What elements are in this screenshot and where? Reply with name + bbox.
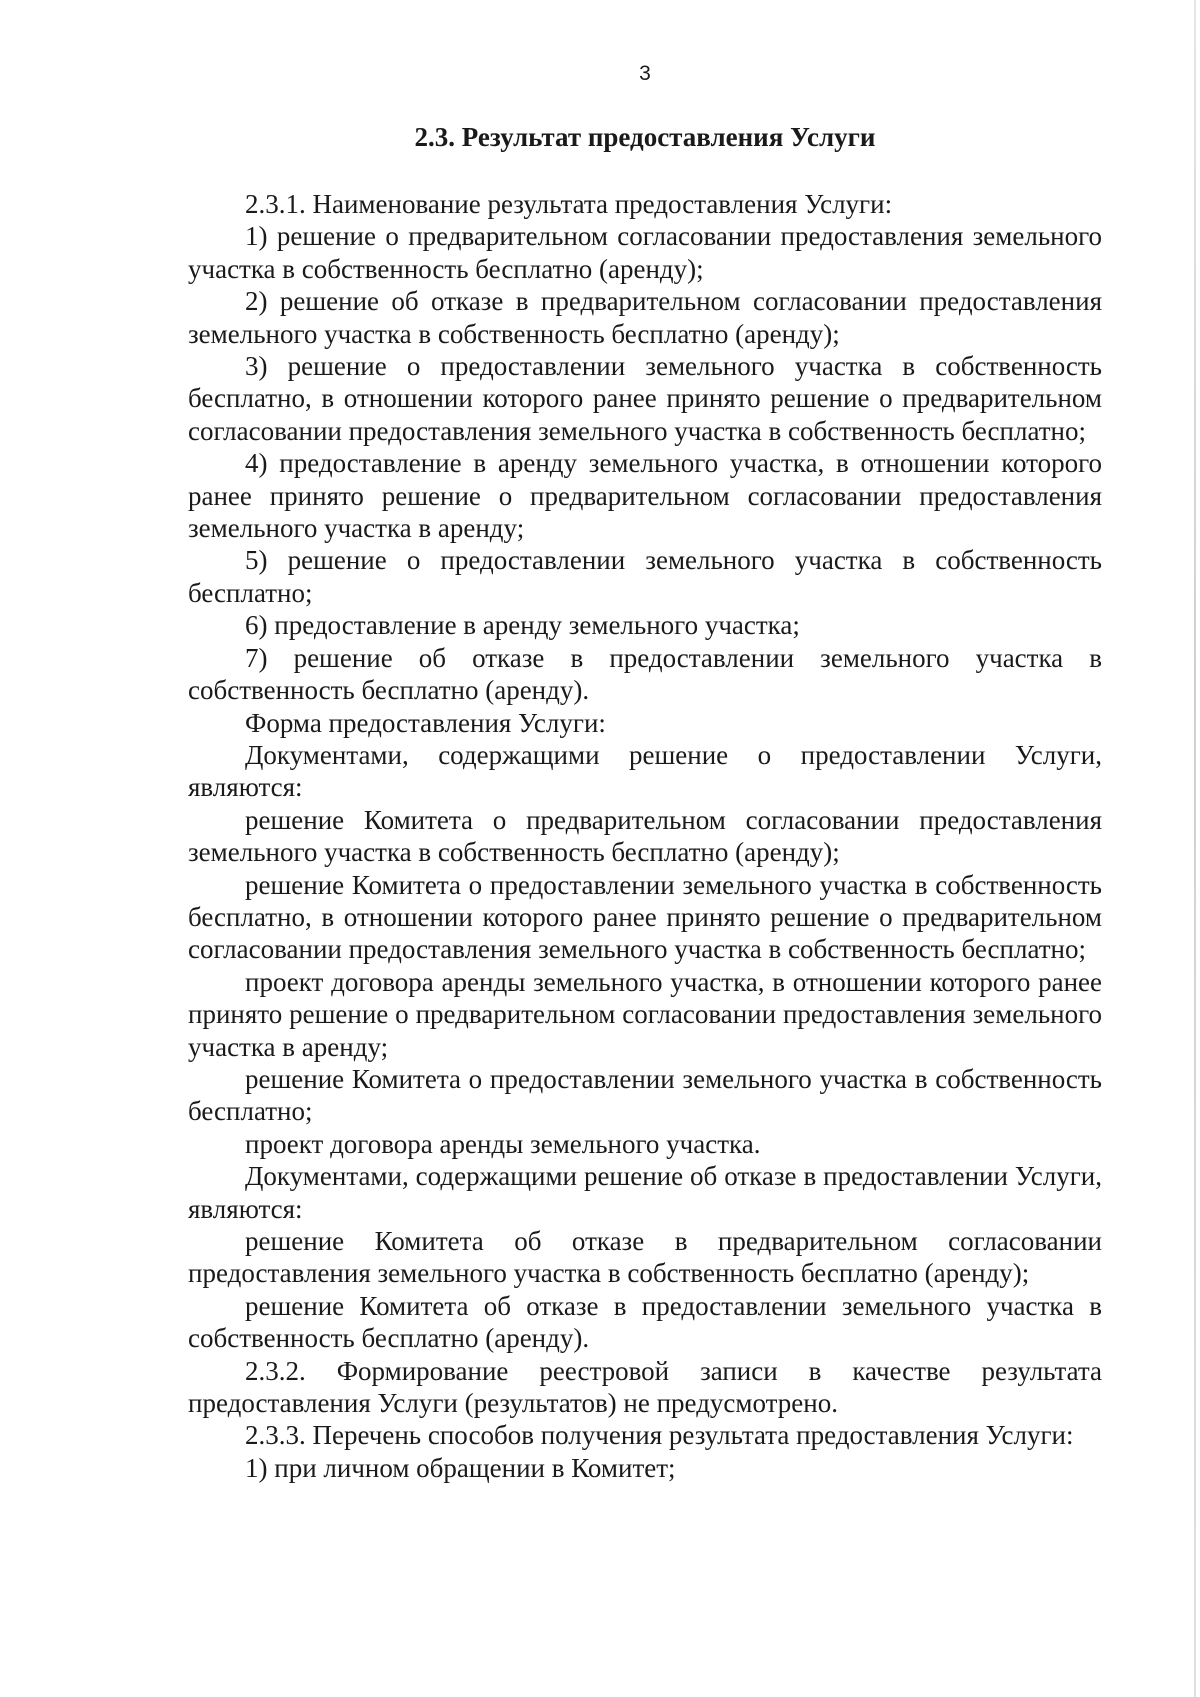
list-item-3: 3) решение о предоставлении земельного участка в собственность бесплатно, в отношении которого ранее принято решение о предварительном согласовании предоставления земельного участка в собственность бесплатно;	[188, 351, 1102, 446]
positive-document-3: проект договора аренды земельного участка, в отношении которого ранее принято решение о предварительном согласовании предоставления земельного участка в аренду;	[188, 966, 1102, 1062]
paragraph-2-3-3: 2.3.3. Перечень способов получения результата предоставления Услуги:	[245, 1420, 1074, 1451]
positive-document-2: решение Комитета о предоставлении земельного участка в собственность бесплатно, в отношении которого ранее принято решение о предварительном согласовании предоставления земельного участка в собственность бесплатно;	[188, 869, 1102, 965]
list-item-6: 6) предоставление в аренду земельного участка;	[245, 610, 800, 641]
list-item-1: 1) решение о предварительном согласовании предоставления земельного участка в собственность бесплатно (аренду);	[188, 221, 1102, 284]
list-item-2: 2) решение об отказе в предварительном согласовании предоставления земельного участка в собственность бесплатно (аренду);	[188, 286, 1102, 349]
positive-document-5: проект договора аренды земельного участка.	[245, 1128, 761, 1159]
list-item-4: 4) предоставление в аренду земельного участка, в отношении которого ранее принято решение о предварительном согласовании предоставления земельного участка в аренду;	[188, 448, 1102, 544]
positive-document-1: решение Комитета о предварительном согласовании предоставления земельного участка в собственность бесплатно (аренду);	[188, 804, 1102, 868]
positive-documents-intro: Документами, содержащими решение о предоставлении Услуги, являются:	[188, 739, 1102, 803]
list-item-5: 5) решение о предоставлении земельного участка в собственность бесплатно;	[188, 545, 1102, 608]
scan-edge-shadow	[1194, 0, 1196, 1697]
receipt-method-1: 1) при личном обращении в Комитет;	[245, 1452, 676, 1483]
page-number: 3	[639, 62, 651, 85]
form-of-provision: Форма предоставления Услуги:	[245, 707, 606, 738]
paragraph-2-3-1: 2.3.1. Наименование результата предоставления Услуги:	[245, 189, 893, 219]
positive-document-4: решение Комитета о предоставлении земельного участка в собственность бесплатно;	[188, 1063, 1102, 1127]
refusal-documents-intro: Документами, содержащими решение об отказе в предоставлении Услуги, являются:	[188, 1161, 1102, 1224]
paragraph-2-3-2: 2.3.2. Формирование реестровой записи в качестве результата предоставления Услуги (результатов) не предусмотрено.	[188, 1355, 1102, 1419]
section-heading: 2.3. Результат предоставления Услуги	[414, 122, 876, 152]
refusal-document-2: решение Комитета об отказе в предоставлении земельного участка в собственность бесплатно (аренду).	[188, 1290, 1102, 1354]
document-body	[188, 188, 1102, 1484]
list-item-7: 7) решение об отказе в предоставлении земельного участка в собственность бесплатно (аренду).	[188, 642, 1102, 706]
refusal-document-1: решение Комитета об отказе в предварительном согласовании предоставления земельного участка в собственность бесплатно (аренду);	[188, 1226, 1102, 1289]
